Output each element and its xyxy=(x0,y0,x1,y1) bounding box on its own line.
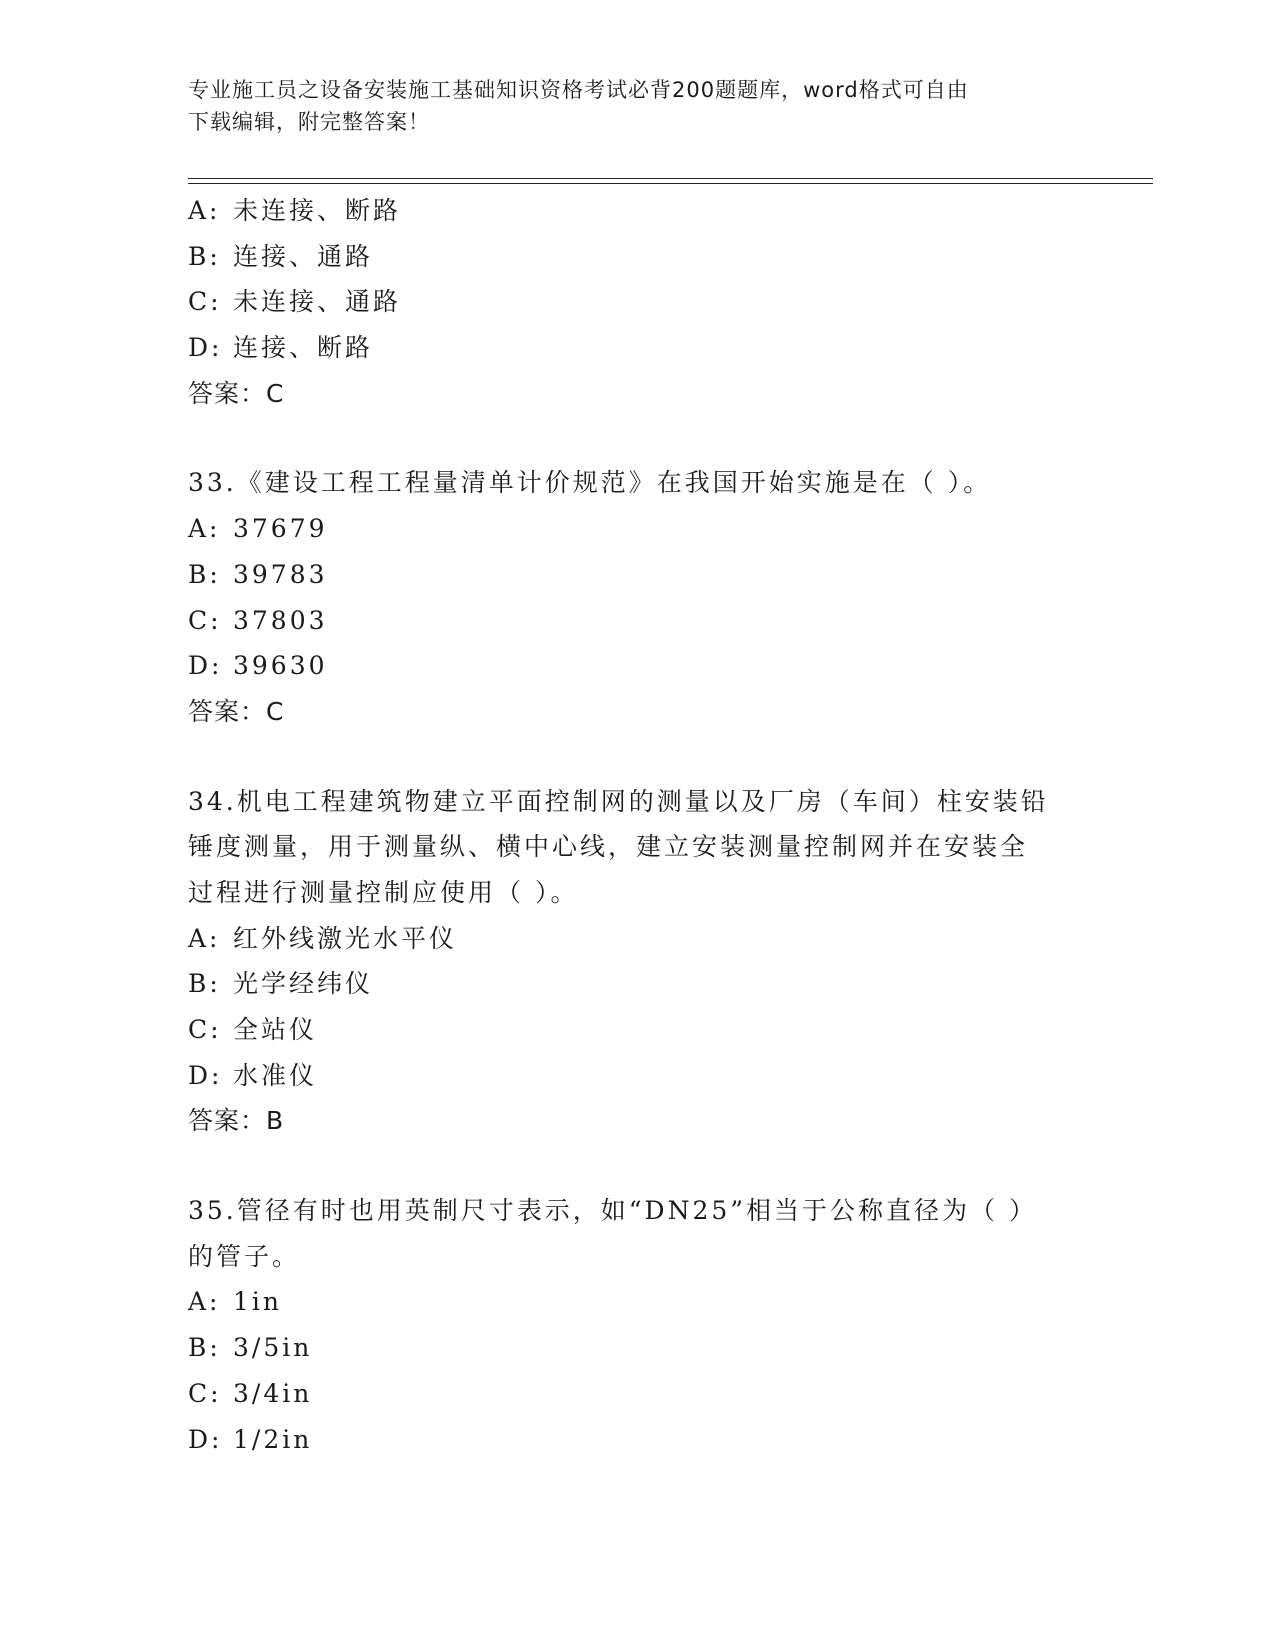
option-text: 1in xyxy=(233,1287,283,1317)
option-letter: D: xyxy=(188,651,223,681)
option-a xyxy=(188,916,1088,962)
option-text: 37679 xyxy=(233,514,328,544)
question-stem-line-3: 过程进行测量控制应使用（ ）。 xyxy=(188,877,579,907)
option-d xyxy=(188,1417,1088,1463)
answer-line: 答案：C xyxy=(188,696,285,726)
option-text: 1/2in xyxy=(233,1424,313,1454)
option-text: 3/5in xyxy=(233,1333,313,1363)
option-a xyxy=(188,506,1088,552)
question-stem-line-2: 的管子。 xyxy=(188,1241,301,1271)
option-letter: A: xyxy=(188,923,221,953)
option-b xyxy=(188,1325,1088,1371)
option-text: 光学经纬仪 xyxy=(233,969,374,999)
option-letter: C: xyxy=(188,1015,222,1044)
option-c xyxy=(188,1007,1088,1053)
question-stem-line-1: 35.管径有时也用英制尺寸表示，如“DN25”相当于公称直径为（ ） xyxy=(188,1196,1037,1226)
question-34 xyxy=(188,779,1088,1145)
option-letter: D: xyxy=(188,1424,223,1454)
document-header xyxy=(188,74,1068,138)
option-text: 水准仪 xyxy=(233,1060,318,1090)
option-b xyxy=(188,234,1088,280)
header-line-2: 下载编辑，附完整答案！ xyxy=(188,110,430,134)
option-b xyxy=(188,961,1088,1007)
question-list xyxy=(188,188,1088,1462)
question-35 xyxy=(188,1188,1088,1462)
option-text: 全站仪 xyxy=(233,1015,318,1044)
question-stem-line-1: 34.机电工程建筑物建立平面控制网的测量以及厂房（车间）柱安装铅 xyxy=(188,786,1049,816)
option-c xyxy=(188,598,1088,644)
option-c xyxy=(188,1371,1088,1417)
header-rule-top xyxy=(188,178,1153,179)
option-text: 39783 xyxy=(233,559,328,589)
option-d xyxy=(188,643,1088,689)
option-text: 连接、断路 xyxy=(233,333,374,363)
option-letter: B: xyxy=(188,1333,221,1363)
question-33 xyxy=(188,460,1088,734)
option-text: 39630 xyxy=(233,651,328,681)
option-letter: A: xyxy=(188,1287,221,1317)
question-stem-line-2: 锤度测量，用于测量纵、横中心线，建立安装测量控制网并在安装全 xyxy=(188,832,1029,862)
question-stem: 33.《建设工程工程量清单计价规范》在我国开始实施是在（ ）。 xyxy=(188,468,992,498)
option-text: 3/4in xyxy=(233,1378,313,1408)
option-a xyxy=(188,1279,1088,1325)
option-letter: C: xyxy=(188,1378,222,1408)
option-letter: B: xyxy=(188,969,221,999)
option-letter: D: xyxy=(188,333,223,363)
option-letter: C: xyxy=(188,605,222,635)
option-letter: A: xyxy=(188,196,221,225)
option-b xyxy=(188,552,1088,598)
option-d xyxy=(188,1053,1088,1099)
question-32 xyxy=(188,188,1088,416)
option-text: 红外线激光水平仪 xyxy=(233,923,458,953)
answer-line: 答案：B xyxy=(188,1106,285,1136)
option-text: 未连接、断路 xyxy=(233,196,402,225)
option-a xyxy=(188,188,1088,234)
option-letter: B: xyxy=(188,241,221,271)
option-text: 连接、通路 xyxy=(233,241,374,271)
option-d xyxy=(188,325,1088,371)
header-line-1: 专业施工员之设备安装施工基础知识资格考试必背200题题库，word格式可自由 xyxy=(188,78,969,102)
option-letter: D: xyxy=(188,1060,223,1090)
option-text: 未连接、通路 xyxy=(233,287,402,317)
option-letter: B: xyxy=(188,559,221,589)
option-text: 37803 xyxy=(233,605,328,635)
option-letter: C: xyxy=(188,287,222,317)
answer-line: 答案：C xyxy=(188,378,285,408)
header-rule-bottom xyxy=(188,183,1153,184)
option-letter: A: xyxy=(188,514,221,544)
option-c xyxy=(188,279,1088,325)
